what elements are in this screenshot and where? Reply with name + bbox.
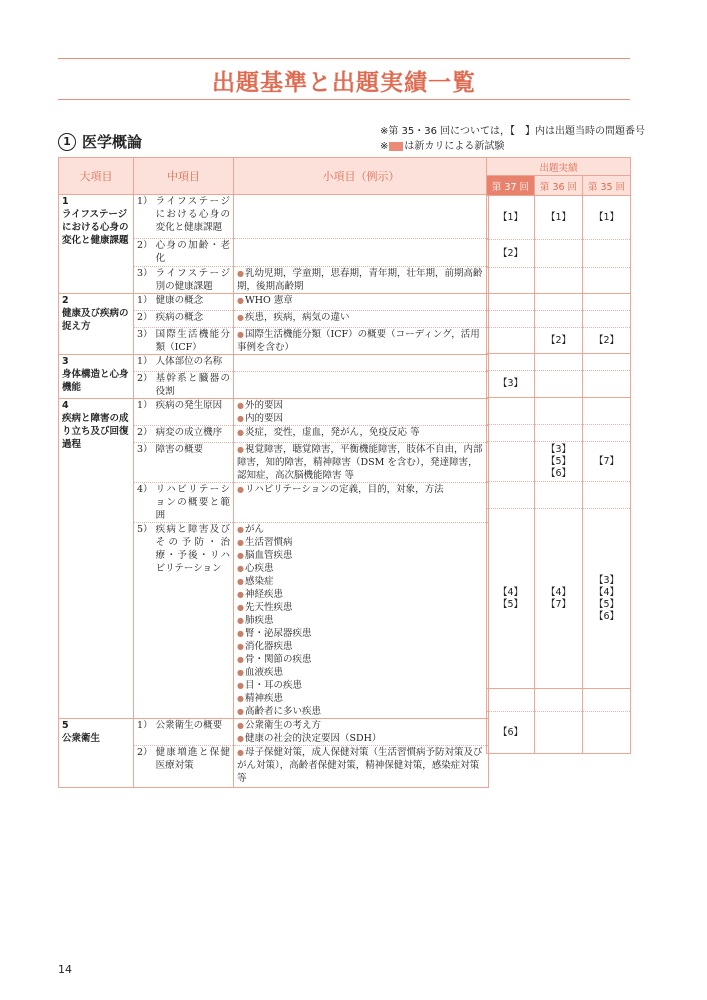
result-r36 <box>535 240 583 268</box>
note-line-1: ※第 35・36 回については，【 】内は出題当時の問題番号 <box>380 126 645 137</box>
minor-item: ● がん <box>237 523 485 536</box>
minor-item: ● 肺疾患 <box>237 614 485 627</box>
middle-item-number: 2） <box>137 747 156 758</box>
middle-item-label: ライフステージにおける心身の変化と健康課題 <box>155 196 230 233</box>
minor-item: ● 目・耳の疾患 <box>237 679 485 692</box>
result-r36 <box>535 311 583 328</box>
top-rule <box>58 58 630 59</box>
result-value: 【5】 <box>545 455 572 467</box>
middle-item <box>137 372 230 398</box>
middle-item <box>137 523 230 575</box>
table-row <box>59 719 489 746</box>
result-value: 【2】 <box>545 334 572 346</box>
middle-item-cell <box>134 328 234 355</box>
results-row <box>487 328 631 354</box>
minor-item: ● 炎症，変性，虚血，発がん，免疫反応 等 <box>237 426 485 439</box>
result-value: 【1】 <box>545 211 572 223</box>
header-results: 出題実績 <box>487 158 631 176</box>
section-number: 1 <box>58 133 76 151</box>
result-r35 <box>583 240 631 268</box>
middle-item-cell <box>134 523 234 719</box>
result-r37 <box>487 196 535 240</box>
middle-item-label: 疾病と障害及びその予防・治療・予後・リハビリテーション <box>155 524 230 574</box>
result-r37 <box>487 354 535 371</box>
result-r35 <box>583 354 631 371</box>
major-item-cell <box>59 719 134 788</box>
results-row <box>487 240 631 268</box>
middle-item <box>137 746 230 772</box>
result-r37 <box>487 240 535 268</box>
middle-item-cell <box>134 483 234 523</box>
result-value: 【4】 <box>497 586 524 598</box>
minor-item: ● 血液疾患 <box>237 666 485 679</box>
result-r37 <box>487 482 535 509</box>
result-value: 【7】 <box>593 455 620 467</box>
minor-item-cell <box>234 267 489 294</box>
major-item-cell <box>59 294 134 355</box>
result-value: 【5】 <box>497 598 524 610</box>
middle-item-number: 2） <box>137 373 156 384</box>
minor-item-cell <box>234 311 489 328</box>
result-r37 <box>487 712 535 754</box>
middle-item-label: 公衆衛生の概要 <box>155 720 223 731</box>
middle-item-label: 疾病の発生原因 <box>155 400 223 411</box>
results-row <box>487 311 631 328</box>
middle-item <box>137 195 230 234</box>
result-r36 <box>535 371 583 398</box>
minor-item: ● 生活習慣病 <box>237 536 485 549</box>
result-r36 <box>535 268 583 294</box>
minor-item-cell <box>234 443 489 483</box>
minor-item: ● 精神疾患 <box>237 692 485 705</box>
header-middle: 中項目 <box>134 158 234 195</box>
result-r37 <box>487 371 535 398</box>
result-r37 <box>487 294 535 311</box>
results-row <box>487 371 631 398</box>
minor-item: ● 神経疾患 <box>237 588 485 601</box>
result-value: 【6】 <box>593 610 620 622</box>
middle-item-cell <box>134 311 234 328</box>
result-r36 <box>535 482 583 509</box>
results-row <box>487 268 631 294</box>
result-value: 【3】 <box>545 443 572 455</box>
result-r35 <box>583 328 631 354</box>
major-item-cell <box>59 195 134 294</box>
result-value: 【4】 <box>545 586 572 598</box>
middle-item <box>137 426 230 439</box>
result-value: 【4】 <box>593 586 620 598</box>
middle-item-label: 健康増進と保健医療対策 <box>155 747 230 771</box>
minor-item-cell <box>234 523 489 719</box>
minor-item: ● 乳幼児期，学童期，思春期，青年期，壮年期，前期高齢期，後期高齢期 <box>237 267 485 293</box>
table-row <box>59 294 489 311</box>
middle-item <box>137 311 230 324</box>
result-r36 <box>535 328 583 354</box>
section-label: 医学概論 <box>82 133 143 151</box>
result-value: 【2】 <box>497 247 524 259</box>
major-item-label: 公衆衛生 <box>62 733 101 744</box>
result-r36 <box>535 425 583 442</box>
middle-item-label: 国際生活機能分類（ICF） <box>155 329 230 353</box>
minor-item-cell <box>234 372 489 399</box>
criteria-body <box>59 195 489 788</box>
results-row <box>487 509 631 689</box>
major-item-label: 疾病と障害の成り立ち及び回復過程 <box>62 413 129 450</box>
middle-item-number: 2） <box>137 240 156 251</box>
middle-item-label: 人体部位の名称 <box>155 356 223 367</box>
major-item-cell <box>59 355 134 399</box>
result-r35 <box>583 712 631 754</box>
middle-item-label: 心身の加齢・老化 <box>155 240 230 264</box>
minor-item: ● 外的要因 <box>237 399 485 412</box>
major-item-number: 5 <box>62 720 69 731</box>
middle-item <box>137 355 230 368</box>
middle-item <box>137 443 230 456</box>
notes <box>380 124 645 154</box>
minor-item: ● 内的要因 <box>237 412 485 425</box>
result-value: 【2】 <box>593 334 620 346</box>
new-exam-swatch <box>389 142 403 151</box>
result-r36 <box>535 196 583 240</box>
result-value: 【5】 <box>593 598 620 610</box>
result-r36 <box>535 712 583 754</box>
major-item-number: 4 <box>62 400 69 411</box>
middle-item-cell <box>134 746 234 788</box>
middle-item-cell <box>134 195 234 239</box>
major-item-cell <box>59 399 134 719</box>
middle-item-cell <box>134 372 234 399</box>
header-y36: 第 36 回 <box>535 176 583 196</box>
middle-item-label: 基幹系と臓器の役割 <box>155 373 230 397</box>
middle-item-number: 3） <box>137 444 156 455</box>
middle-item <box>137 483 230 522</box>
result-value: 【6】 <box>545 467 572 479</box>
result-r35 <box>583 442 631 482</box>
middle-item-number: 1） <box>137 720 156 731</box>
result-r37 <box>487 689 535 712</box>
middle-item-number: 5） <box>137 524 156 535</box>
minor-item-cell <box>234 355 489 372</box>
minor-item-cell <box>234 719 489 746</box>
results-row <box>487 398 631 425</box>
result-r35 <box>583 371 631 398</box>
middle-item-cell <box>134 426 234 443</box>
middle-item-number: 4） <box>137 484 156 495</box>
minor-item: ● リハビリテーションの定義，目的，対象，方法 <box>237 483 485 496</box>
results-row <box>487 294 631 311</box>
minor-item: ● 骨・関節の疾患 <box>237 653 485 666</box>
results-body <box>487 196 631 754</box>
result-r37 <box>487 425 535 442</box>
major-item-number: 1 <box>62 196 69 207</box>
minor-item-cell <box>234 746 489 788</box>
major-item-label: 身体構造と心身機能 <box>62 369 129 393</box>
minor-item-cell <box>234 399 489 426</box>
results-row <box>487 689 631 712</box>
result-r35 <box>583 311 631 328</box>
header-major: 大項目 <box>59 158 134 195</box>
middle-item-label: リハビリテーションの概要と範囲 <box>155 484 230 521</box>
result-r36 <box>535 509 583 689</box>
minor-item-cell <box>234 239 489 267</box>
section-heading <box>58 131 142 152</box>
result-value: 【1】 <box>497 211 524 223</box>
result-r37 <box>487 268 535 294</box>
minor-item-cell <box>234 294 489 311</box>
middle-item-cell <box>134 294 234 311</box>
minor-item: ● 脳血管疾患 <box>237 549 485 562</box>
minor-item: ● 健康の社会的決定要因（SDH） <box>237 732 485 745</box>
result-r35 <box>583 689 631 712</box>
minor-item: ● 腎・泌尿器疾患 <box>237 627 485 640</box>
minor-item-cell <box>234 328 489 355</box>
result-r36 <box>535 294 583 311</box>
results-row <box>487 482 631 509</box>
major-item-label: 健康及び疾病の捉え方 <box>62 308 129 332</box>
middle-item-number: 3） <box>137 268 156 279</box>
minor-item: ● 国際生活機能分類（ICF）の概要（コーディング，活用事例を含む） <box>237 328 485 354</box>
result-r35 <box>583 509 631 689</box>
major-item-number: 2 <box>62 295 69 306</box>
middle-item-number: 1） <box>137 295 156 306</box>
minor-item: ● 高齢者に多い疾患 <box>237 705 485 718</box>
result-r37 <box>487 311 535 328</box>
minor-item: ● 先天性疾患 <box>237 601 485 614</box>
result-r37 <box>487 328 535 354</box>
middle-item-label: 障害の概要 <box>155 444 204 455</box>
result-r35 <box>583 196 631 240</box>
minor-item-cell <box>234 483 489 523</box>
major-item-number: 3 <box>62 356 69 367</box>
result-value: 【7】 <box>545 598 572 610</box>
middle-item <box>137 719 230 732</box>
result-r37 <box>487 442 535 482</box>
middle-item-label: 疾病の概念 <box>155 312 204 323</box>
middle-item-number: 1） <box>137 400 156 411</box>
result-r35 <box>583 294 631 311</box>
middle-item <box>137 328 230 354</box>
middle-item-number: 3） <box>137 329 156 340</box>
table-row <box>59 399 489 426</box>
middle-item-cell <box>134 399 234 426</box>
minor-item: ● 心疾患 <box>237 562 485 575</box>
result-value: 【3】 <box>593 574 620 586</box>
result-r35 <box>583 482 631 509</box>
result-value: 【1】 <box>593 211 620 223</box>
middle-item-number: 2） <box>137 427 156 438</box>
minor-item-cell <box>234 426 489 443</box>
results-row <box>487 442 631 482</box>
result-r35 <box>583 425 631 442</box>
middle-item-number: 1） <box>137 356 156 367</box>
results-row <box>487 196 631 240</box>
middle-item <box>137 399 230 412</box>
middle-item-cell <box>134 267 234 294</box>
results-row <box>487 712 631 754</box>
result-r35 <box>583 268 631 294</box>
middle-item-number: 2） <box>137 312 156 323</box>
middle-item-label: 健康の概念 <box>155 295 204 306</box>
page-number: 14 <box>58 963 72 976</box>
header-minor: 小項目（例示） <box>234 158 489 195</box>
results-row <box>487 354 631 371</box>
middle-item-number: 1） <box>137 196 156 207</box>
note-line-2 <box>380 139 645 154</box>
middle-item <box>137 239 230 265</box>
minor-item: ● 消化器疾患 <box>237 640 485 653</box>
results-row <box>487 425 631 442</box>
result-value: 【3】 <box>497 378 524 389</box>
header-y37: 第 37 回 <box>487 176 535 196</box>
middle-item-cell <box>134 443 234 483</box>
criteria-table <box>58 157 489 788</box>
note-line-2-prefix: ※ <box>380 141 389 152</box>
result-r36 <box>535 442 583 482</box>
results-table <box>486 157 631 754</box>
header-y35: 第 35 回 <box>583 176 631 196</box>
minor-item: ● 疾患，疾病，病気の違い <box>237 311 485 324</box>
result-r36 <box>535 398 583 425</box>
result-r36 <box>535 689 583 712</box>
minor-item-cell <box>234 195 489 239</box>
title-underline <box>58 99 630 100</box>
table-row <box>59 195 489 239</box>
major-item-label: ライフステージにおける心身の変化と健康課題 <box>62 209 129 246</box>
note-line-2-text: は新カリによる新試験 <box>404 141 505 152</box>
table-row <box>59 355 489 372</box>
middle-item <box>137 267 230 293</box>
middle-item-label: 病変の成立機序 <box>155 427 223 438</box>
result-value: 【6】 <box>497 726 524 738</box>
minor-item: ● WHO 憲章 <box>237 294 485 307</box>
middle-item-cell <box>134 239 234 267</box>
minor-item: ● 感染症 <box>237 575 485 588</box>
middle-item-label: ライフステージ別の健康課題 <box>155 268 230 292</box>
middle-item <box>137 294 230 307</box>
minor-item: ● 公衆衛生の考え方 <box>237 719 485 732</box>
result-r37 <box>487 398 535 425</box>
page-title: 出題基準と出題実績一覧 <box>212 70 476 96</box>
minor-item: ● 視覚障害，聴覚障害，平衡機能障害，肢体不自由，内部障害，知的障害，精神障害（DSM を含む），発達障害，認知症，高次脳機能障害 等 <box>237 443 485 482</box>
result-r35 <box>583 398 631 425</box>
result-r37 <box>487 509 535 689</box>
middle-item-cell <box>134 355 234 372</box>
result-r36 <box>535 354 583 371</box>
middle-item-cell <box>134 719 234 746</box>
minor-item: ● 母子保健対策，成人保健対策（生活習慣病予防対策及びがん対策），高齢者保健対策，精神保健対策，感染症対策 等 <box>237 746 485 785</box>
